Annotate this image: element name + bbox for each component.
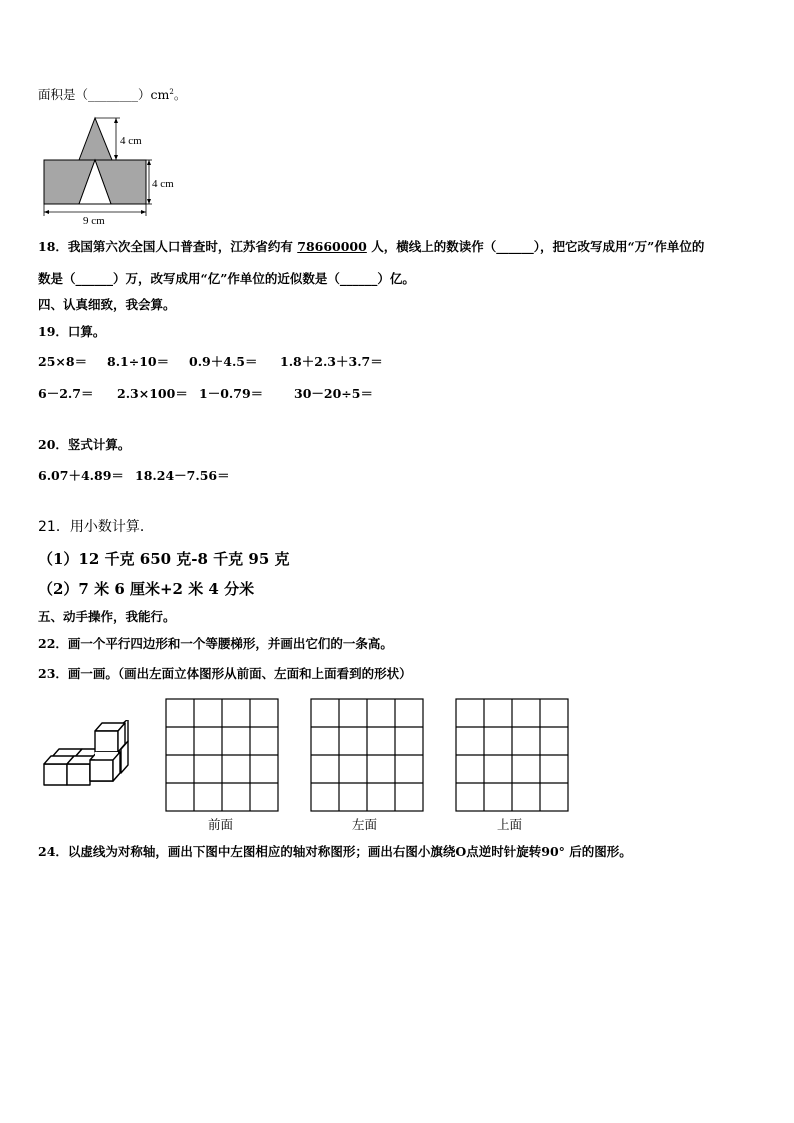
q19-r1-item: 8.1÷10＝ bbox=[107, 354, 170, 369]
q19-r2-item: 30－20÷5＝ bbox=[294, 386, 373, 401]
q19-title: 19．口算。 bbox=[38, 324, 106, 339]
q19-r1-item: 1.8＋2.3＋3.7＝ bbox=[280, 354, 383, 369]
q20-items bbox=[38, 468, 338, 484]
q20-item: 6.07＋4.89＝ bbox=[38, 468, 124, 483]
q17-area-line bbox=[38, 84, 186, 103]
q19-r2-item: 6－2.7＝ bbox=[38, 386, 94, 401]
q18-line1 bbox=[38, 239, 704, 255]
q17-prefix: 面积是（ bbox=[38, 87, 89, 103]
q19-row2 bbox=[38, 386, 438, 402]
q23-grid-front bbox=[165, 698, 280, 813]
q17-label-bottom: 9 cm bbox=[83, 215, 105, 227]
q21-item2: （2）7 米 6 厘米+2 米 4 分米 bbox=[38, 580, 255, 598]
q20-item: 18.24－7.56＝ bbox=[135, 468, 230, 483]
q17-suffix: ）cm bbox=[138, 87, 170, 103]
q17-figure bbox=[38, 112, 188, 227]
q17-label-right: 4 cm bbox=[152, 178, 174, 190]
grid-label-top: 上面 bbox=[497, 817, 523, 832]
grid-label-left: 左面 bbox=[352, 817, 378, 832]
q18-number: 78660000 bbox=[297, 239, 367, 254]
q21-title: 21．用小数计算． bbox=[38, 519, 154, 535]
q19-r1-item: 0.9＋4.5＝ bbox=[189, 354, 258, 369]
q17-top-triangle bbox=[79, 118, 112, 160]
q17-answer-blank[interactable]: ________ bbox=[88, 87, 139, 103]
q19-r2-item: 1－0.79＝ bbox=[199, 386, 264, 401]
q18-line1-a: 18．我国第六次全国人口普查时，江苏省约有 bbox=[38, 239, 298, 254]
q24-text: 24．以虚线为对称轴，画出下图中左图相应的轴对称图形；画出右图小旗绕O点逆时针旋转90° 后的图形。 bbox=[38, 844, 632, 859]
q20-title: 20．竖式计算。 bbox=[38, 437, 131, 452]
q23-cube-stack bbox=[40, 720, 132, 790]
q17-sup: 2 bbox=[169, 88, 174, 96]
q18-line2: 数是（______）万，改写成用“亿”作单位的近似数是（______）亿。 bbox=[38, 271, 415, 286]
section4-heading: 四、认真细致，我会算。 bbox=[38, 297, 176, 312]
grid-label-front: 前面 bbox=[208, 817, 234, 832]
section5-heading: 五、动手操作，我能行。 bbox=[38, 609, 176, 624]
q23-title: 23．画一画。（画出左面立体图形从前面、左面和上面看到的形状） bbox=[38, 666, 412, 681]
q17-end: 。 bbox=[173, 87, 187, 103]
q22-text: 22．画一个平行四边形和一个等腰梯形，并画出它们的一条高。 bbox=[38, 636, 393, 651]
q19-r2-item: 2.3×100＝ bbox=[117, 386, 188, 401]
q21-item1: （1）12 千克 650 克-8 千克 95 克 bbox=[38, 550, 290, 568]
q18-line1-b: 人，横线上的数读作（______），把它改写成用“万”作单位的 bbox=[366, 239, 705, 254]
q19-r1-item: 25×8＝ bbox=[38, 354, 88, 369]
q23-grid-left bbox=[310, 698, 425, 813]
q19-row1 bbox=[38, 354, 438, 370]
q17-label-top: 4 cm bbox=[120, 135, 142, 147]
q23-grid-top bbox=[455, 698, 570, 813]
